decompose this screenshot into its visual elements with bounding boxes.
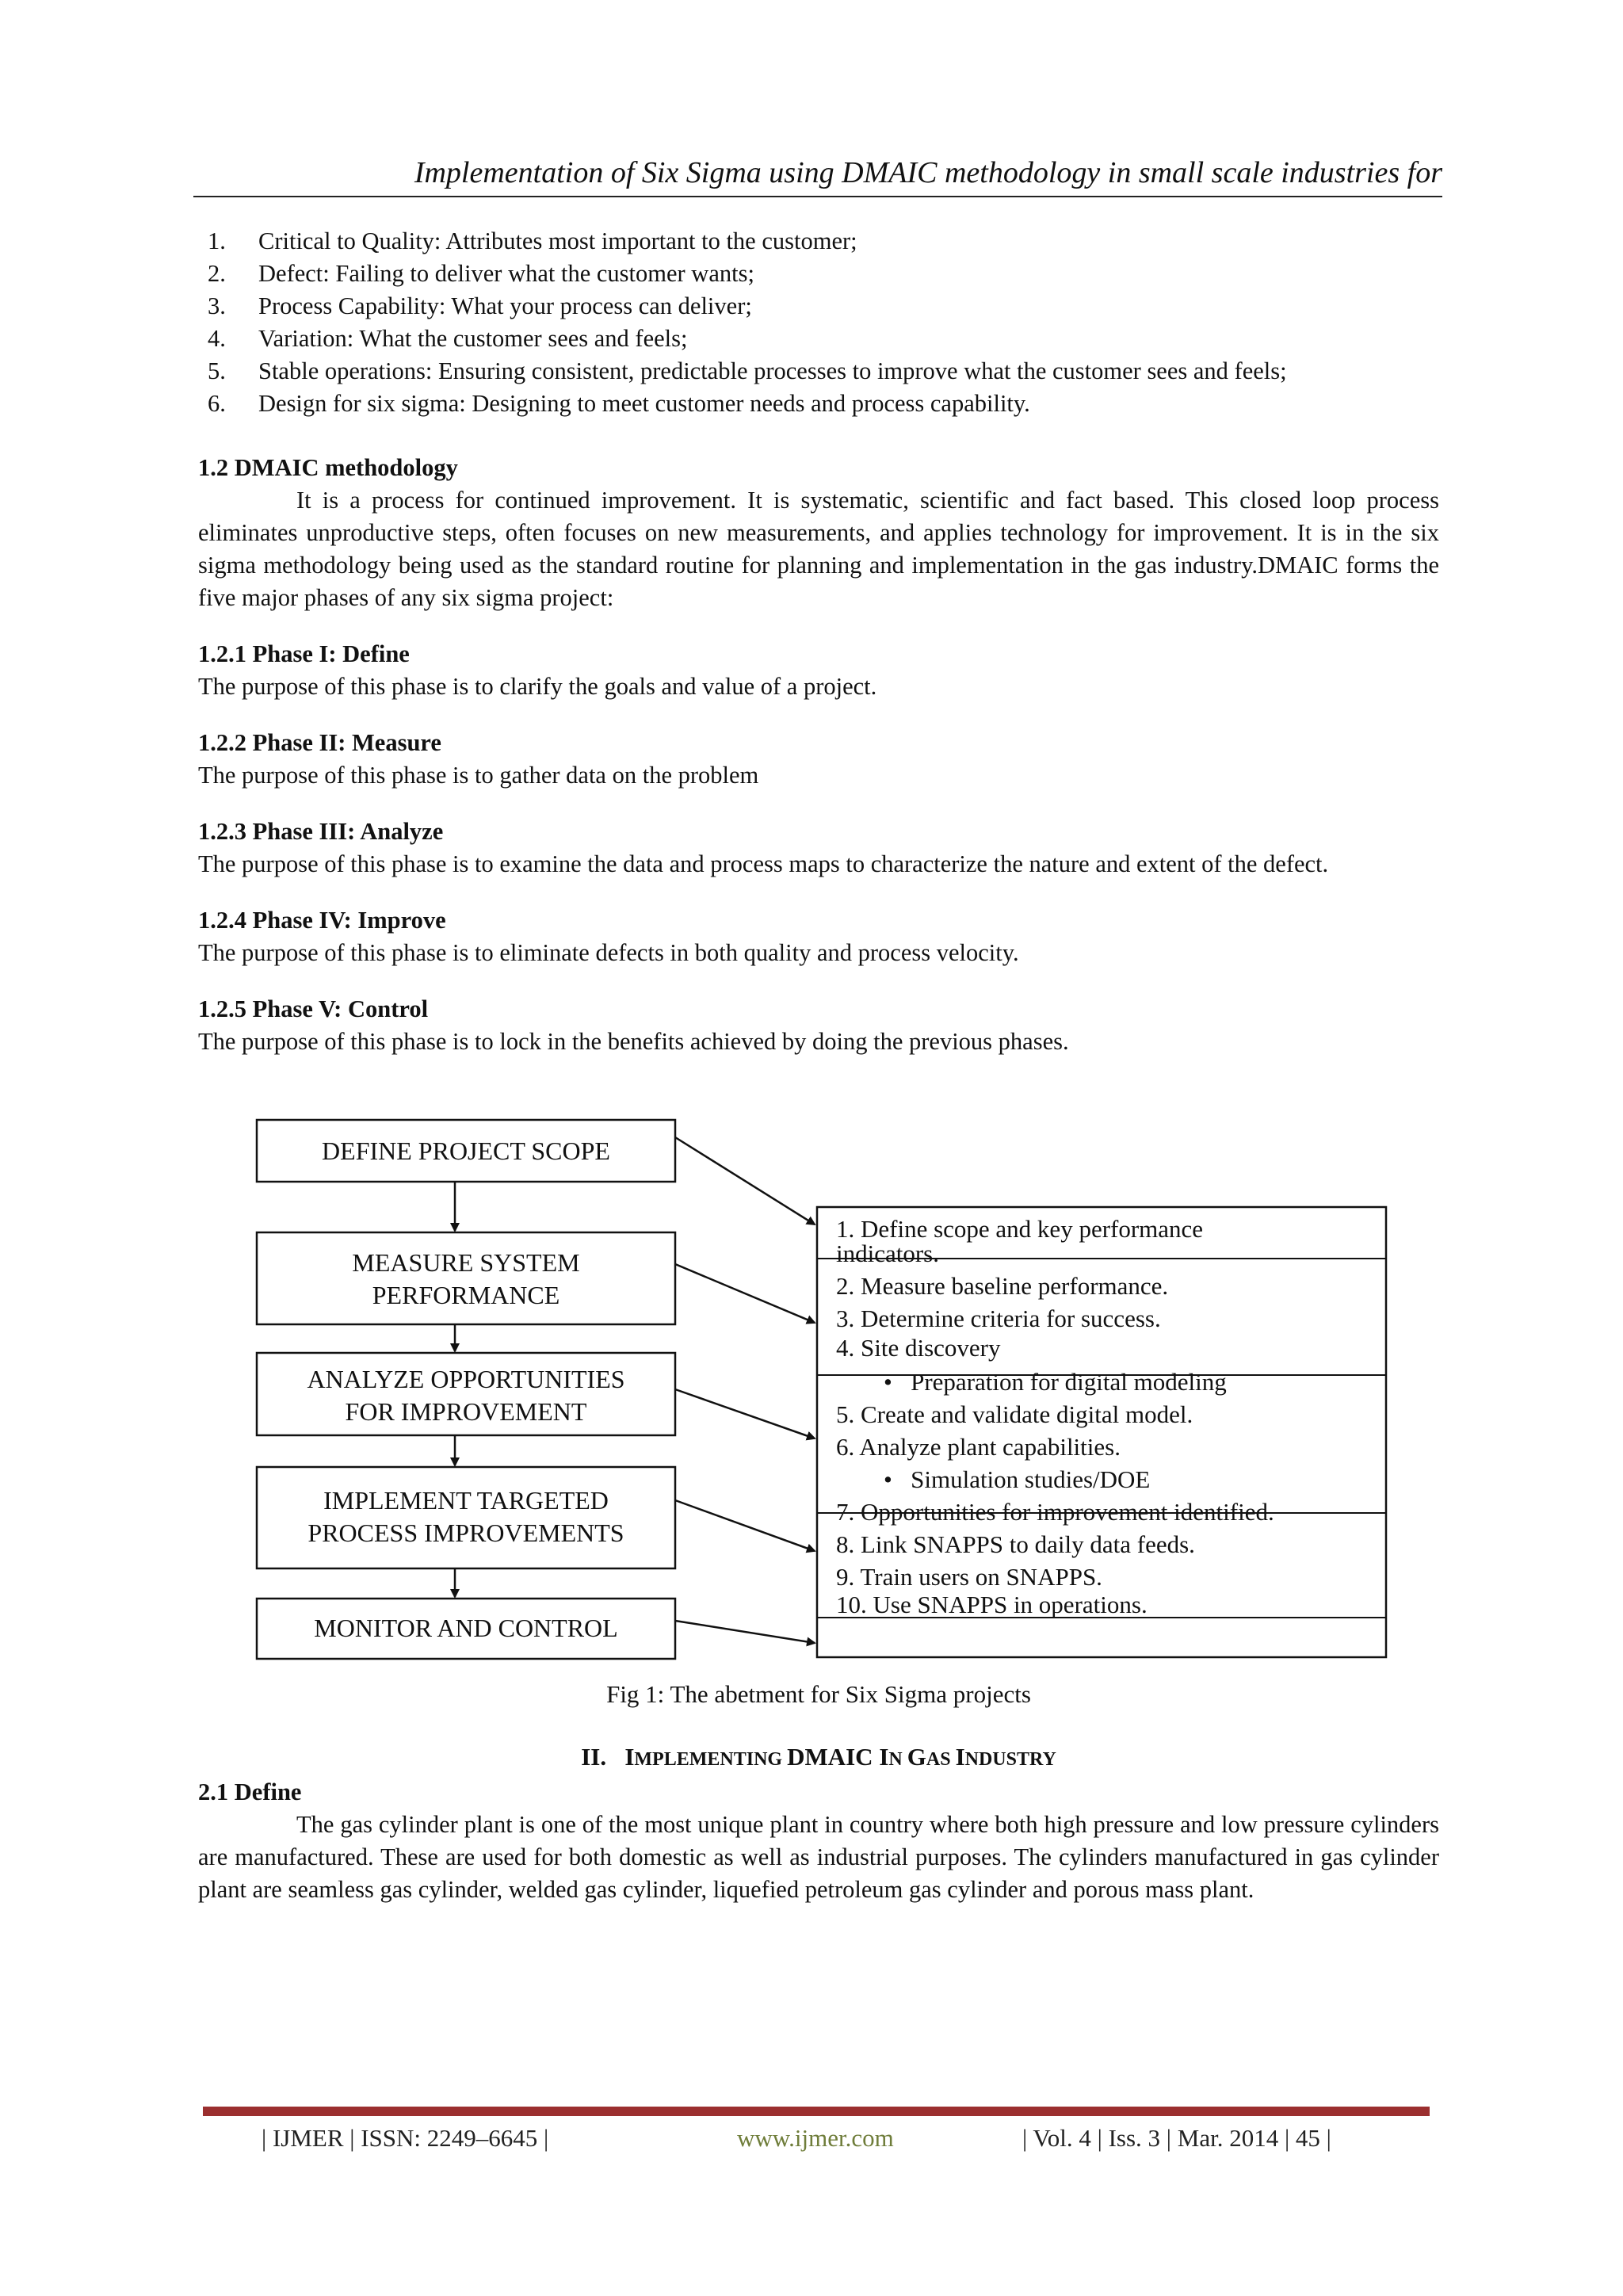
- bullet-item: • Preparation for digital modeling: [884, 1368, 1227, 1396]
- page-footer: [238, 2124, 1395, 2159]
- box-analyze-label: ANALYZE OPPORTUNITIES FOR IMPROVEMENT: [307, 1365, 625, 1426]
- connector-define: [675, 1137, 815, 1224]
- box-define-label: DEFINE PROJECT SCOPE: [322, 1137, 610, 1165]
- running-header: [193, 153, 1442, 197]
- footer-website-link[interactable]: www.ijmer.com: [737, 2124, 894, 2152]
- box-measure-label: MEASURE SYSTEM PERFORMANCE: [352, 1248, 580, 1309]
- list-item: 3. Process Capability: What your process can deliver;: [208, 292, 752, 319]
- box-control-label: MONITOR AND CONTROL: [314, 1614, 618, 1642]
- running-title: Implementation of Six Sigma using DMAIC methodology in small scale industries for: [414, 156, 1442, 189]
- right-steps-text: 1. Define scope and key performance indicators. 2. Measure baseline performance. 3. Determine criteria for success. 4. Site discovery • Preparation for digital modeling 5. Create and validate digital model. 6. Analyze plant capabilities. • Simulation studies/DOE 7. Opportunities for improvement identified. 8. Link SNAPPS to daily data feeds. 9. Train users on SNAPPS. 10. Use SNAPPS in operations.: [836, 1215, 1274, 1618]
- list-item: 5. Stable operations: Ensuring consistent, predictable processes to improve what the customer sees and feels;: [208, 357, 1287, 384]
- list-item: 1. Critical to Quality: Attributes most important to the customer;: [208, 227, 857, 254]
- dmaic-flow-diagram: [198, 1075, 1439, 1678]
- footer-bar: [203, 2107, 1430, 2116]
- phase-heading: 1.2.5 Phase V: Control: [198, 995, 429, 1022]
- list-item: 6. Design for six sigma: Designing to meet customer needs and process capability.: [208, 390, 1030, 417]
- bullet-item: • Simulation studies/DOE: [884, 1465, 1151, 1493]
- phase-text: The purpose of this phase is to clarify the goals and value of a project.: [198, 673, 877, 700]
- phase-heading: 1.2.2 Phase II: Measure: [198, 729, 441, 756]
- bullet-icon: •: [884, 1368, 892, 1396]
- box-implement-label: IMPLEMENT TARGETED PROCESS IMPROVEMENTS: [307, 1486, 624, 1547]
- footer-volume: | Vol. 4 | Iss. 3 | Mar. 2014 | 45 |: [1022, 2124, 1331, 2152]
- connector-implement: [675, 1500, 815, 1551]
- phase-text: The purpose of this phase is to lock in the benefits achieved by doing the previous phases.: [198, 1028, 1069, 1055]
- intro-list: [198, 225, 1439, 420]
- bullet-icon: •: [884, 1465, 892, 1493]
- define-paragraph: The gas cylinder plant is one of the most unique plant in country where both high pressure and low pressure cylinders are manufactured. These are used for both domestic as well as industrial purposes. The cylinders manufactured in gas cylinder plant are seamless gas cylinder, welded gas cylinder, liquefied petroleum gas cylinder and porous mass plant.: [198, 1811, 1439, 1903]
- phase-text: The purpose of this phase is to examine the data and process maps to characterize the nature and extent of the defect.: [198, 850, 1329, 877]
- connector-control: [675, 1621, 815, 1643]
- figure-caption: Fig 1: The abetment for Six Sigma projects: [606, 1680, 1031, 1708]
- dmaic-heading: 1.2 DMAIC methodology: [198, 454, 458, 481]
- define-heading: 2.1 Define: [198, 1778, 302, 1805]
- footer-journal: | IJMER | ISSN: 2249–6645 |: [262, 2124, 549, 2152]
- phase-text: The purpose of this phase is to gather data on the problem: [198, 762, 759, 789]
- list-item: 2. Defect: Failing to deliver what the customer wants;: [208, 260, 754, 287]
- phase-text: The purpose of this phase is to eliminate defects in both quality and process velocity.: [198, 939, 1019, 966]
- phase-heading: 1.2.3 Phase III: Analyze: [198, 818, 444, 845]
- dmaic-paragraph: It is a process for continued improvement. It is systematic, scientific and fact based. This closed loop process eliminates unproductive steps, often focuses on new measurements, and applies technology for improvement. It is in the six sigma methodology being used as the standard routine for planning and implementation in the gas industry.DMAIC forms the five major phases of any six sigma project:: [198, 487, 1439, 611]
- page-content: [198, 225, 1439, 1906]
- connector-analyze: [675, 1389, 815, 1438]
- phase-heading: 1.2.4 Phase IV: Improve: [198, 907, 446, 934]
- phase-heading: 1.2.1 Phase I: Define: [198, 640, 410, 667]
- section-title: II. IMPLEMENTING DMAIC IN GAS INDUSTRY: [581, 1743, 1056, 1771]
- connector-measure: [675, 1264, 815, 1323]
- list-item: 4. Variation: What the customer sees and feels;: [208, 325, 688, 352]
